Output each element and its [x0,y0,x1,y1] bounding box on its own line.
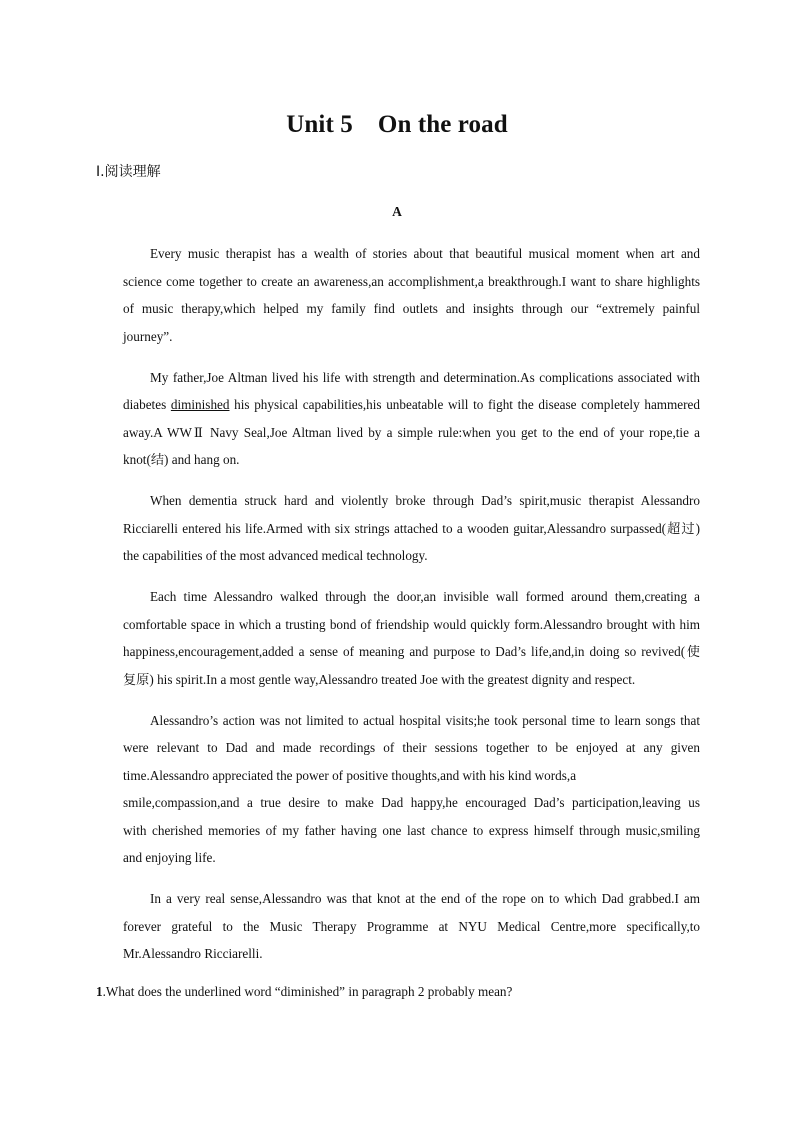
underlined-word: diminished [170,397,230,412]
paragraph-line [96,391,700,419]
unit-title: Unit 5 On the road [286,111,508,138]
paragraph-line: away.A WWⅡ Navy Seal,Joe Altman lived by a simple rule:when you get to the end of your rope,tie a [123,424,700,440]
paragraph-line: Mr.Alessandro Ricciarelli. [123,946,263,961]
paragraph-line: Each time Alessandro walked through the door,an invisible wall formed around them,creating a [150,589,700,604]
paragraph-line: forever grateful to the Music Therapy Programme at NYU Medical Centre,more specifically,to [123,918,700,934]
paragraph-line: Alessandro’s action was not limited to actual hospital visits;he took personal time to learn songs that [150,712,700,728]
paragraph-line: and enjoying life. [123,850,216,865]
passage-body [96,240,700,981]
paragraph-line: Every music therapist has a wealth of stories about that beautiful musical moment when art and [150,246,700,261]
paragraph-line: of music therapy,which helped my family find outlets and insights through our “extremely painful [123,301,700,316]
paragraph-line: happiness,encouragement,added a sense of meaning and purpose to Dad’s life,and,in doing so revived(使 [123,644,700,659]
text-segment: his physical capabilities,his unbeatable will to fight the disease completely hammered [229,397,700,412]
section-heading: Ⅰ.阅读理解 [96,164,161,180]
paragraph-line: 复原) his spirit.In a most gentle way,Alessandro treated Joe with the greatest dignity and respect. [123,671,636,687]
question-1 [96,984,512,1000]
paragraph-line: time.Alessandro appreciated the power of positive thoughts,and with his kind words,a [123,767,577,783]
paragraph-line: were relevant to Dad and made recordings of their sessions together to be enjoyed at any given [123,740,700,755]
paragraph-line: comfortable space in which a trusting bond of friendship would quickly form.Alessandro brought with him [123,616,700,632]
paragraph-2 [96,364,700,474]
paragraph-line: My father,Joe Altman lived his life with strength and determination.As complications associated with [150,369,700,385]
paragraph-line: journey”. [123,328,173,344]
paragraph-3 [96,487,700,570]
paragraph-line: the capabilities of the most advanced medical technology. [123,548,428,563]
paragraph-4 [96,583,700,693]
paragraph-line: When dementia struck hard and violently broke through Dad’s spirit,music therapist Alessandro [150,493,700,508]
question-text: .What does the underlined word “diminished” in paragraph 2 probably mean? [102,984,513,999]
passage-label: A [392,204,402,219]
paragraph-line: with cherished memories of my father having one last chance to express himself through music,smiling [123,822,700,838]
paragraph-line: smile,compassion,and a true desire to make Dad happy,he encouraged Dad’s participation,leaving us [123,795,700,810]
paragraph-line: science come together to create an awareness,an accomplishment,a breakthrough.I want to share highlights [123,273,700,289]
paragraph-1 [96,240,700,350]
paragraph-line: Ricciarelli entered his life.Armed with six strings attached to a wooden guitar,Alessandro surpassed(超过) [123,520,700,536]
question-number: 1 [96,984,103,999]
text-segment: diabetes [123,397,171,412]
paragraph-line: knot(结) and hang on. [123,452,240,467]
paragraph-line: In a very real sense,Alessandro was that knot at the end of the rope on to which Dad grabbed.I am [150,891,700,906]
paragraph-5 [96,707,700,872]
paragraph-6 [96,885,700,968]
